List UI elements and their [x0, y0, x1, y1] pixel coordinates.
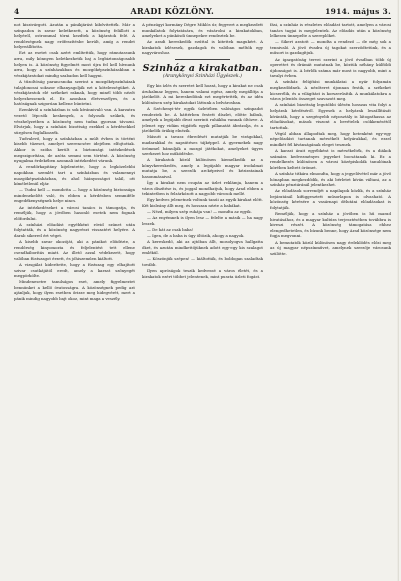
paragraph: Az előadások sorrendjét a napilapok közlik, és a színház bejáratánál kifüggesztett műsorlapon is olvasható. A közönség kérésére a vasárnapi délutáni előadásokat is folytatják.: [270, 188, 391, 210]
column-middle: [142, 22, 263, 574]
paragraph: A Széchenyi-tér egyik üzletében valóságos színpadot rendeztek be. A háttérben festett díszlet, előtte bábuk, amelyek a legújabb divat szerinti ruhákba vannak öltözve. A jelenet egy vidám vígjáték egyik pillanatát ábrázolja, és a járókelők órákig elnézik.: [142, 105, 263, 134]
paragraph: A tűzoltóság parancsnoka szerint a mozgóképszínházak tulajdonosai sokszor elhanyagolják ezt a kötelességüket. A vészkijáratok elé székeket raknak, hogy minél több nézőt helyezhessenek el. Ez azonban életveszélyes, és a hatóságnak szigorúan kellene büntetni.: [14, 78, 135, 107]
paragraph: Másutt a tavasz ébredését mutatják be virágokkal, madarakkal és napsütéses tájképpel. A gyermekek nagy örömmel bámulják a mozgó játékokat, amelyeket ügyes szerkezet hoz működésbe.: [142, 134, 263, 157]
paragraph: Így a kirakat nem csupán az üzlet reklámja, hanem a város díszítése is, és joggal mondhatjuk, hogy Arad ebben a tekintetben is felzárkózott a nagyobb városok mellé.: [142, 180, 263, 197]
paragraph: not kiszivárgott. Azután a pánikjárást kibővitették. Már a színpadon is zavar keletkezett, a közönség felállott a helyéről, ostrommal törni kezdtek a kijáratok felé. A rendőrségnek nagy erőfeszítésbe került, amíg a rendet helyreállította.: [14, 22, 135, 50]
paragraph: Mindenesetre tanulságos eset, amely figyelmeztet bennünket a kellő óvatosságra. A közönségnek pedig azt ajánljuk, hogy ilyen esetben őrizze meg hidegvérét, mert a pánik mindig nagyobb bajt okoz, mint maga a veszély.: [14, 279, 135, 301]
section-subtitle: (Aranykönyvi Szinházi Ügyészek.): [163, 74, 242, 80]
paragraph: A kirakatok közül különösen kiemelkedik az a könyvkereskedés, amely a legújabb magyar irodalmat mutatja be, a szerzők arcképeivel és kéziratainak hasonmásaival.: [142, 157, 263, 180]
section-title: Szinház a kirakatban.: [142, 63, 263, 75]
paragraph: A bemutatók közül különösen nagy érdeklődés előzi meg az új magyar népszínművet, amelynek szerzője városunk szülötte.: [270, 239, 391, 256]
paragraph: Ezenkívül a színházban is sok kívánnivaló van. A karzatra vezető lépcsők keskenyek, a folyosók szűkek, és vészhelyzetben a közönség nem tudna gyorsan távozni. Elvárjuk, hogy a színházi bizottság ezekkel a kérdésekkel sürgősen foglalkozzék.: [14, 107, 135, 135]
paragraph: Az aradi kereskedők ezúttal is kitettek magukért. A kirakatok ízlésesek, gazdagok és valóban méltók egy nagyvároshoz.: [142, 39, 263, 56]
column-left: [14, 22, 135, 574]
paragraph: Egy kedves jelenetnek voltunk tanúi az egyik kirakat előtt. Két kisleány állt meg, és hosszan nézte a babákat.: [142, 197, 263, 209]
paragraph: Az intézkedéseket a városi tanács is támogatja, és reméljük, hogy a jövőben hasonló esetek nem fognak előfordulni.: [14, 204, 135, 221]
paragraph: A színházi előadást egyébként rövid szünet után folytatták, és a közönség nagyrészt visszatért helyére. A darab sikerrel ért véget.: [14, 221, 135, 238]
paragraph: Reméljük, hogy a színház a jövőben is hű marad hivatásához, és a magyar kultúra terjesztésében továbbra is kiveszi részét. A közönség támogatása ehhez elengedhetetlen, és bízunk benne, hogy Arad közönsége nem fogja megvonni.: [270, 211, 391, 239]
column-middle-intro: [142, 22, 263, 56]
paragraph: — Köszönjük szépen! — kiáltották, és boldogan szaladtak tovább.: [142, 256, 263, 267]
paragraph: Ilyen apróságok teszik kedvessé a város életét, és a kirakatok ezért többet jelentenek, mint puszta üzleti fogást.: [142, 268, 263, 279]
issue-date: 1914. május 3.: [325, 7, 391, 16]
paragraph: A kereskedő, aki az ajtóban állt, mosolyogva hallgatta őket, és azután mindkettőjüknek adott egy-egy kis szalagot emlékül.: [142, 239, 263, 256]
column-middle-article: [142, 83, 263, 279]
column-right: [270, 22, 391, 574]
paragraph: A színház titkára elmondta, hogy a jegyelővétel már a jövő hónapban megkezdődik, és aki bérletet kíván váltani, az a színház pénztáránál jelentkezhet.: [270, 170, 391, 188]
paragraph: fási, a színház is részletes előadást tartott, amelyen a városi tanács tagjai is megjelentek. Az előadás után a közönség lelkesen ünnepelte a szereplőket.: [270, 22, 391, 39]
paragraph: A színházi bizottság legutóbbi ülésén hosszas vita folyt a helyárak kérdéséről. Egyesek a helyárak leszállítását kívánták, hogy a szegényebb néposztály is látogathassa az előadásokat, mások viszont a bevételek csökkenésétől tartottak.: [270, 102, 391, 130]
paragraph: Tudvalevő, hogy a színházban a múlt évben is történt kisebb tűzeset, amelyet szerencsére idejében elfojtottak. Akkor is szóba került a biztonsági intézkedések megszigorítása, de azóta semmi sem történt. A közönség nyugalma érdekében azonnali intézkedést várunk.: [14, 135, 135, 164]
paragraph: A pénzügyi kormány Dégre Miklós úr, fegyvert a megkezdett munkálatok folytatására, és vásárolni a kirakatokban, amelyeket a pünkösdi ünnepekre rendeztek be.: [142, 22, 263, 39]
paragraph: Végül abban állapodtak meg, hogy hetenként egy-egy népelőadást tartanak mérsékelt helyárakkal, és ezzel mindkét fél kívánságának eleget tesznek.: [270, 130, 391, 147]
paragraph: Ezt az esetet csak azért említettük, hogy rámutassunk arra, mily könnyen keletkezhetik baj a legbiztonságosabb helyen is. A közönség figyelmét most újra fel kell hívnunk arra, hogy a színházakban és mozgóképszínházakban a vészkijáratokat mindig szabadon kell hagyni.: [14, 50, 135, 78]
paragraph: A vizsgálat kiderítette, hogy a füstszag egy elhajított szivar csutkájától eredt, amely a karzat szőnyegét megpörkölte.: [14, 261, 135, 279]
article-columns: [14, 22, 391, 574]
paragraph: — De hát az csak baba!: [147, 226, 194, 232]
paragraph: — Igen, de a baba is úgy öltözik, ahogy a nagyok.: [147, 233, 245, 238]
paragraph: A kisebb zavar okozóját, aki a pánikot előidézte, a rendőrség kinyomozta és feljelentést tett ellene csendháborítás miatt. Az illető azzal védekezett, hogy valóban füstszagot érzett, és jóhiszeműen kiáltott.: [14, 239, 135, 261]
paragraph: A rendőrkapitány kijelentette, hogy a legközelebbi napokban szemlét tart a színházban és valamennyi mozgóképszínházban, és ahol hiányosságot talál, ott kíméletlenül eljár.: [14, 164, 135, 187]
paragraph: Egy kis ízlés és szeretet kell hozzá, hogy a kirakat ne csak áruhalmaz legyen, hanem valami egész, amely megállítja a járókelőt. A mi kereskedőink ezt megértették, és az idén különösen szép kirakatokat láttunk a belvárosban.: [142, 83, 263, 105]
paragraph: — Sikert aratott — mondta a rendező — de még sok a tennivaló. A jövő évadra új tagokat szerződtetünk, és a műsort is gazdagítjuk.: [270, 39, 391, 56]
paragraph: — Nézd, milyen szép ruhája van! — mondta az egyik.: [147, 209, 252, 215]
scan-edge: [397, 0, 399, 581]
paper-name: ARADI KÖZLÖNY.: [130, 6, 215, 16]
paragraph: A színház felújítási munkálatai a nyár folyamán megkezdődnek. A nézőteret újonnan festik, a székeket kicserélik, és a világítást is korszerűsítik. A munkálatokra a város jelentős összeget szavazott meg.: [270, 79, 391, 102]
masthead: [14, 6, 391, 19]
paragraph: — Tudni kell — mondotta — hogy a közönség biztonsága mindenekelőtt való, és ebben a kérdésben semmiféle engedékenységnek helye nincs.: [14, 187, 135, 204]
section-divider: [175, 59, 229, 60]
paragraph: A karzat árait egyébként is mérsékelték, és a diákok számára kedvezményes jegyeket bocsátanak ki. Ez a rendelkezés különösen a városi középiskolák tanulóinak körében keltett örömet.: [270, 148, 391, 170]
page-number: 4: [14, 7, 20, 16]
paragraph: Az igazgatóság tervei szerint a jövő évadban több új operettet és drámát mutatnak be, köztük néhány külföldi újdonságot is. A bérlők száma már most is nagyobb, mint a tavalyi évben.: [270, 56, 391, 79]
paragraph: — Az enyémnek is ilyen lesz — felelte a másik — ha nagy leszek.: [142, 215, 263, 226]
